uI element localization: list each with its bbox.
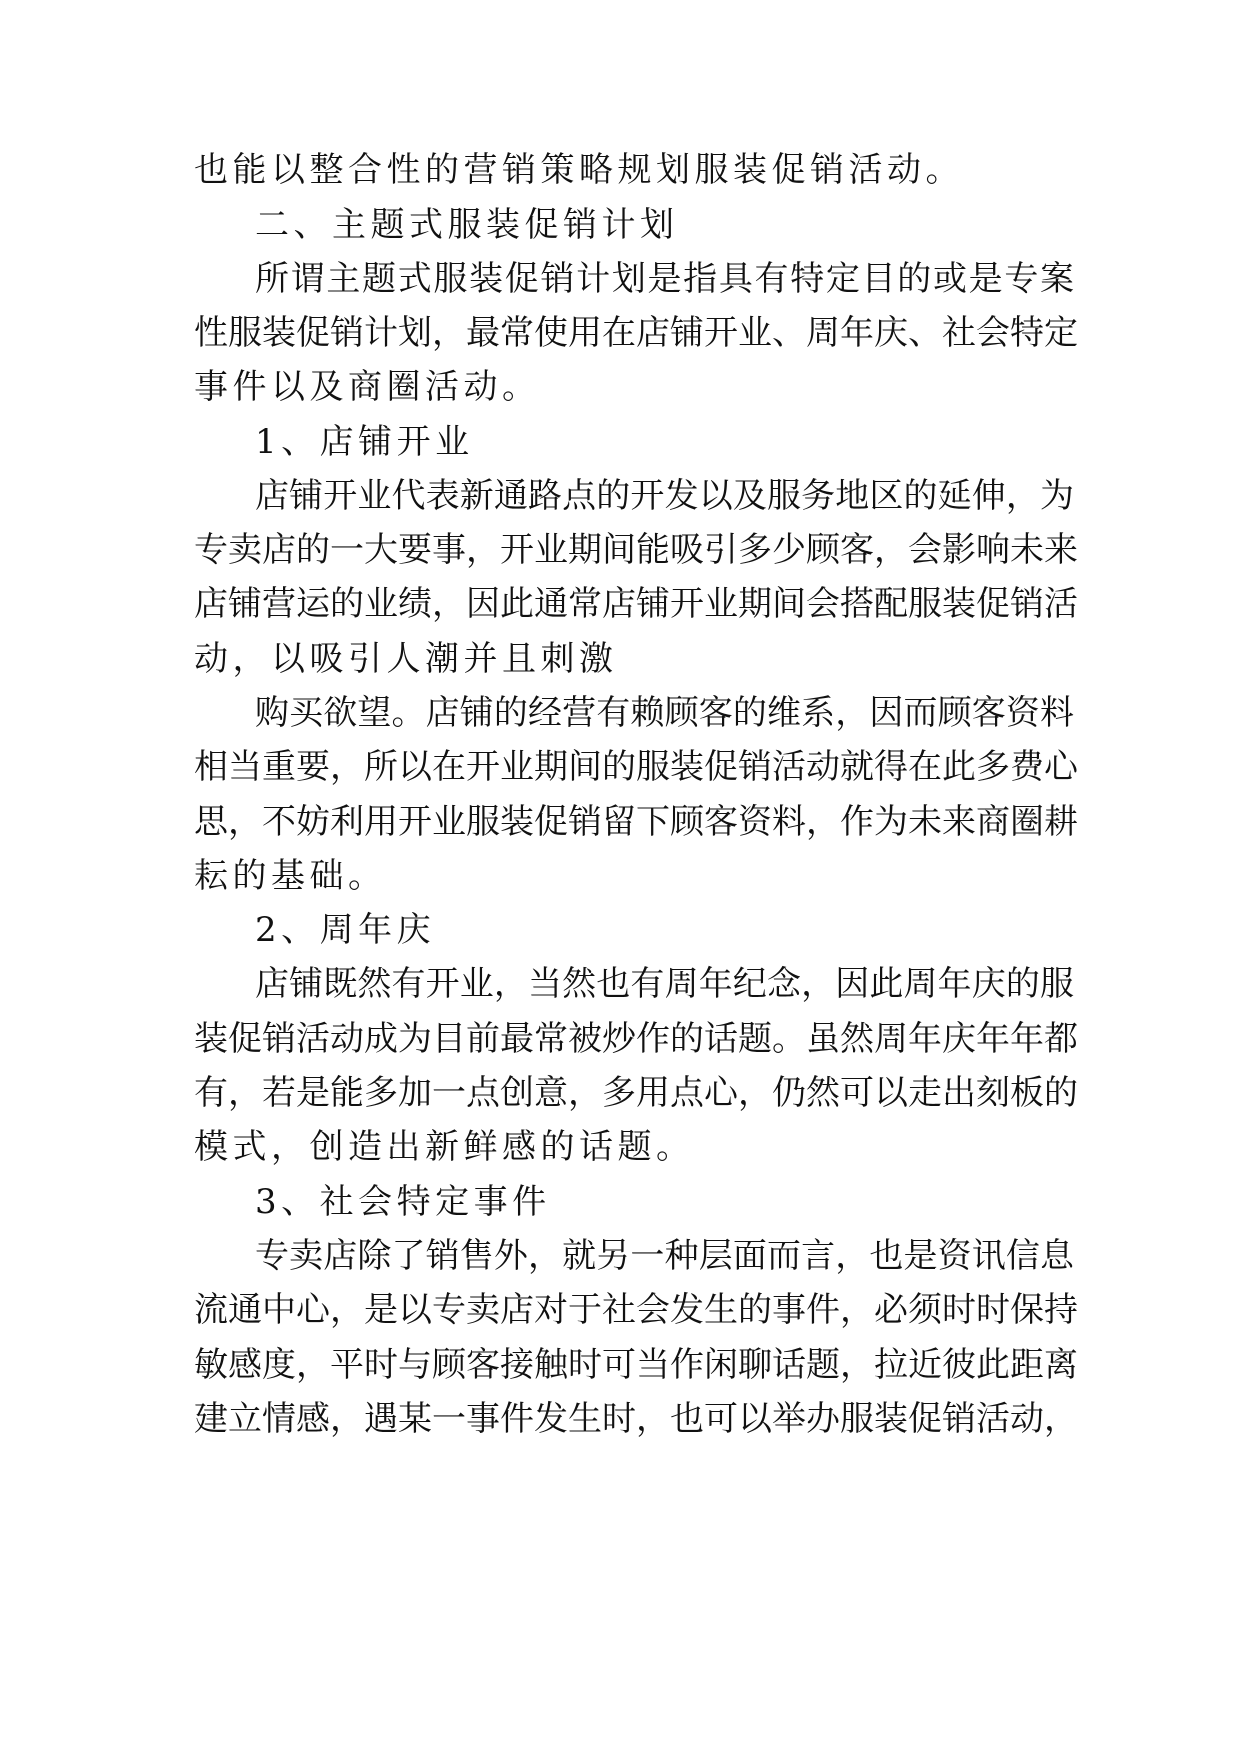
paragraph-line: 敏感度，平时与顾客接触时可当作闲聊话题，拉近彼此距离 [194, 1345, 1078, 1385]
paragraph-line: 装促销活动成为目前最常被炒作的话题。虽然周年庆年年都 [194, 1019, 1078, 1059]
subsection-heading: 3、社会特定事件 [255, 1182, 551, 1222]
paragraph-line: 店铺营运的业绩，因此通常店铺开业期间会搭配服装促销活 [194, 584, 1078, 624]
paragraph-line: 购买欲望。店铺的经营有赖顾客的维系，因而顾客资料 [255, 693, 1074, 733]
paragraph-line: 专卖店的一大要事，开业期间能吸引多少顾客，会影响未来 [194, 530, 1078, 570]
paragraph-line: 流通中心，是以专卖店对于社会发生的事件，必须时时保持 [194, 1290, 1078, 1330]
paragraph-line: 有，若是能多加一点创意，多用点心，仍然可以走出刻板的 [194, 1073, 1078, 1113]
paragraph-line: 也能以整合性的营销策略规划服装促销活动。 [194, 150, 964, 190]
paragraph-line: 模式，创造出新鲜感的话题。 [194, 1127, 695, 1167]
paragraph-line: 建立情感，遇某一事件发生时，也可以举办服装促销活动， [194, 1399, 1078, 1439]
paragraph-line: 耘的基础。 [194, 856, 387, 896]
paragraph-line: 店铺既然有开业，当然也有周年纪念，因此周年庆的服 [255, 964, 1074, 1004]
paragraph-line: 相当重要，所以在开业期间的服装促销活动就得在此多费心 [194, 747, 1078, 787]
paragraph-line: 店铺开业代表新通路点的开发以及服务地区的延伸，为 [255, 476, 1074, 516]
paragraph-line: 性服装促销计划，最常使用在店铺开业、周年庆、社会特定 [194, 313, 1078, 353]
paragraph-line: 事件以及商圈活动。 [194, 367, 541, 407]
subsection-heading: 2、周年庆 [255, 910, 436, 950]
paragraph-line: 专卖店除了销售外，就另一种层面而言，也是资讯信息 [255, 1236, 1074, 1276]
section-heading: 二、主题式服装促销计划 [255, 205, 679, 245]
paragraph-line: 动，以吸引人潮并且刺激 [194, 639, 618, 679]
subsection-heading: 1、店铺开业 [255, 422, 474, 462]
paragraph-line: 思，不妨利用开业服装促销留下顾客资料，作为未来商圈耕 [194, 802, 1078, 842]
paragraph-line: 所谓主题式服装促销计划是指具有特定目的或是专案 [255, 259, 1074, 299]
